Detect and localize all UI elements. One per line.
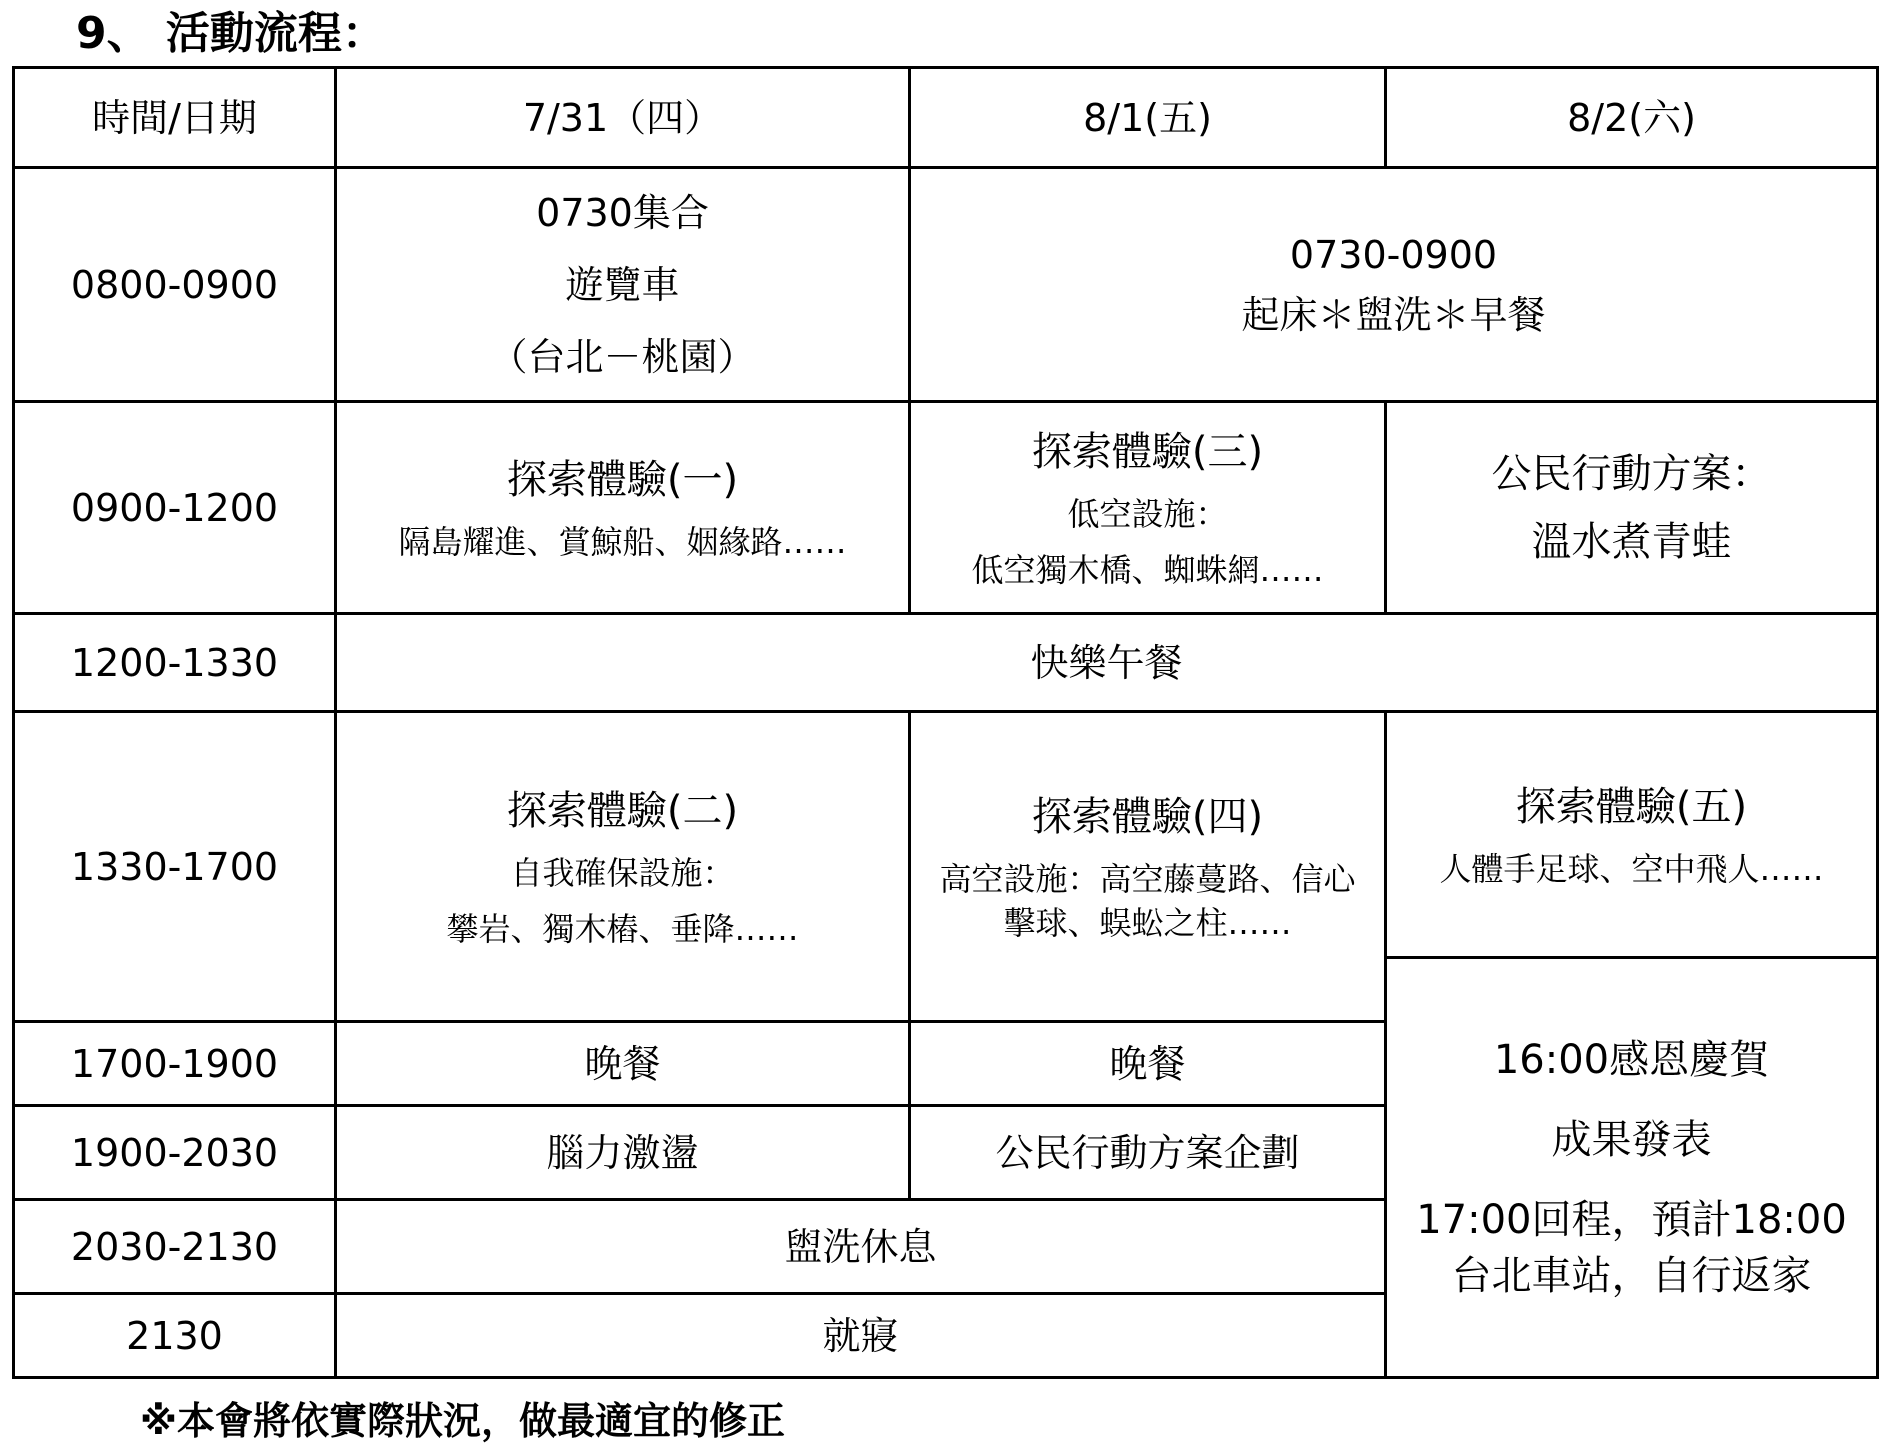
header-cell-time-date: 時間/日期 xyxy=(14,68,336,168)
header-row xyxy=(14,68,1878,168)
activity-title: 探索體驗(五) xyxy=(1515,783,1748,830)
schedule-table xyxy=(12,66,1879,1379)
schedule-row-0900 xyxy=(14,402,1878,614)
time-cell: 2030-2130 xyxy=(14,1200,336,1294)
cell-line: 成果發表 xyxy=(1551,1116,1712,1163)
day2-explore-cell xyxy=(910,402,1386,614)
activity-detail: 高空設施：高空藤蔓路、信心 xyxy=(939,859,1356,898)
day1-explore-cell xyxy=(336,402,910,614)
header-cell-day-1: 7/31（四） xyxy=(336,68,910,168)
time-cell: 1900-2030 xyxy=(14,1106,336,1200)
activity-detail: 低空獨木橋、蜘蛛網…… xyxy=(971,550,1324,589)
activity-title: 探索體驗(三) xyxy=(1031,428,1264,475)
header-cell-day-2: 8/1(五) xyxy=(910,68,1386,168)
day3-action-cell xyxy=(1386,402,1878,614)
wakeup-cell xyxy=(910,168,1878,402)
cell-line: （台北－桃園） xyxy=(489,334,756,379)
time-cell: 1200-1330 xyxy=(14,614,336,712)
day1-morning-cell xyxy=(336,168,910,402)
cell-line: 起床＊盥洗＊早餐 xyxy=(1241,292,1546,337)
header-cell-day-3: 8/2(六) xyxy=(1386,68,1878,168)
time-cell: 0900-1200 xyxy=(14,402,336,614)
cell-line: 17:00回程，預計18:00 xyxy=(1416,1196,1847,1243)
activity-title: 公民行動方案： xyxy=(1491,450,1772,497)
time-cell: 2130 xyxy=(14,1294,336,1378)
day1-evening-cell: 腦力激盪 xyxy=(336,1106,910,1200)
schedule-row-1200 xyxy=(14,614,1878,712)
cell-line: 16:00感恩慶賀 xyxy=(1493,1036,1770,1083)
day1-dinner-cell: 晚餐 xyxy=(336,1022,910,1106)
schedule-row-1330 xyxy=(14,712,1878,958)
activity-detail: 人體手足球、空中飛人…… xyxy=(1439,849,1824,888)
section-heading: 9、 活動流程： xyxy=(76,8,386,59)
time-cell: 1700-1900 xyxy=(14,1022,336,1106)
day1-afternoon-cell xyxy=(336,712,910,1022)
day2-afternoon-cell xyxy=(910,712,1386,1022)
footnote: ※本會將依實際狀況，做最適宜的修正 xyxy=(140,1399,785,1443)
activity-detail: 攀岩、獨木樁、垂降…… xyxy=(446,909,799,948)
cell-line: 遊覽車 xyxy=(565,262,680,307)
lunch-cell: 快樂午餐 xyxy=(336,614,1878,712)
schedule-row-0800 xyxy=(14,168,1878,402)
day2-dinner-cell: 晚餐 xyxy=(910,1022,1386,1106)
day3-closing-cell xyxy=(1386,958,1878,1378)
activity-detail: 低空設施： xyxy=(1067,494,1228,533)
activity-detail: 隔島耀進、賞鯨船、姻緣路…… xyxy=(398,522,847,561)
activity-detail: 溫水煮青蛙 xyxy=(1531,518,1732,565)
time-cell: 1330-1700 xyxy=(14,712,336,1022)
cell-line: 台北車站，自行返家 xyxy=(1451,1252,1812,1299)
sleep-cell: 就寢 xyxy=(336,1294,1386,1378)
day3-afternoon-cell xyxy=(1386,712,1878,958)
washup-cell: 盥洗休息 xyxy=(336,1200,1386,1294)
activity-title: 探索體驗(四) xyxy=(1031,793,1264,840)
day2-evening-cell: 公民行動方案企劃 xyxy=(910,1106,1386,1200)
activity-detail: 自我確保設施： xyxy=(510,853,735,892)
activity-detail: 擊球、蜈蚣之柱…… xyxy=(1003,903,1292,942)
cell-line: 0730-0900 xyxy=(1289,232,1498,277)
time-cell: 0800-0900 xyxy=(14,168,336,402)
cell-line: 0730集合 xyxy=(536,190,709,235)
activity-title: 探索體驗(二) xyxy=(506,787,739,834)
activity-title: 探索體驗(一) xyxy=(506,456,739,503)
